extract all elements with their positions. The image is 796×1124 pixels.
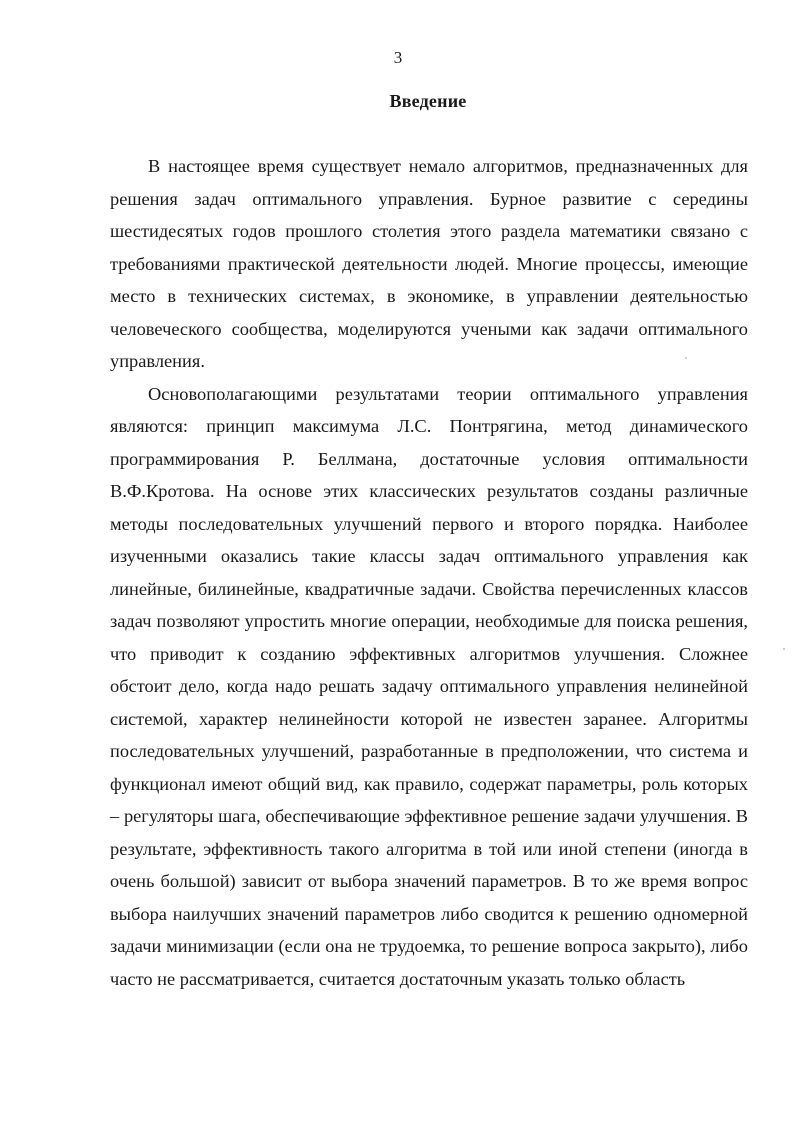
page-number: 3	[393, 48, 403, 67]
scan-speck	[685, 357, 687, 359]
scan-speck	[783, 648, 785, 650]
paragraph: В настоящее время существует немало алгоритмов, предназначенных для решения задач оптимального управления. Бурное развитие с середины шестидесятых годов прошлого столетия этого раздела математики связано с требованиями практической деятельности людей. Многие процессы, имеющие место в технических системах, в экономике, в управлении деятельностью человеческого сообщества, моделируются учеными как задачи оптимального управления.	[110, 156, 748, 371]
body-text	[110, 150, 748, 995]
section-heading: Введение	[389, 91, 467, 111]
paragraph: Основополагающими результатами теории оптимального управления являются: принцип максимума Л.С. Понтрягина, метод динамического программирования Р. Беллмана, достаточные условия оптимальности В.Ф.Кротова. На основе этих классических результатов созданы различные методы последовательных улучшений первого и второго порядка. Наиболее изученными оказались такие классы задач оптимального управления как линейные, билинейные, квадратичные задачи. Свойства перечисленных классов задач позволяют упростить многие операции, необходимые для поиска решения, что приводит к созданию эффективных алгоритмов улучшения. Сложнее обстоит дело, когда надо решать задачу оптимального управления нелинейной системой, характер нелинейности которой не известен заранее. Алгоритмы последовательных улучшений, разработанные в предположении, что система и функционал имеют общий вид, как правило, содержат параметры, роль которых – регуляторы шага, обеспечивающие эффективное решение задачи улучшения. В результате, эффективность такого алгоритма в той или иной степени (иногда в очень большой) зависит от выбора значений параметров. В то же время вопрос выбора наилучших значений параметров либо сводится к решению одномерной задачи минимизации (если она не трудоемка, то решение вопроса закрыто), либо часто не рассматривается, считается достаточным указать только область	[110, 383, 748, 989]
